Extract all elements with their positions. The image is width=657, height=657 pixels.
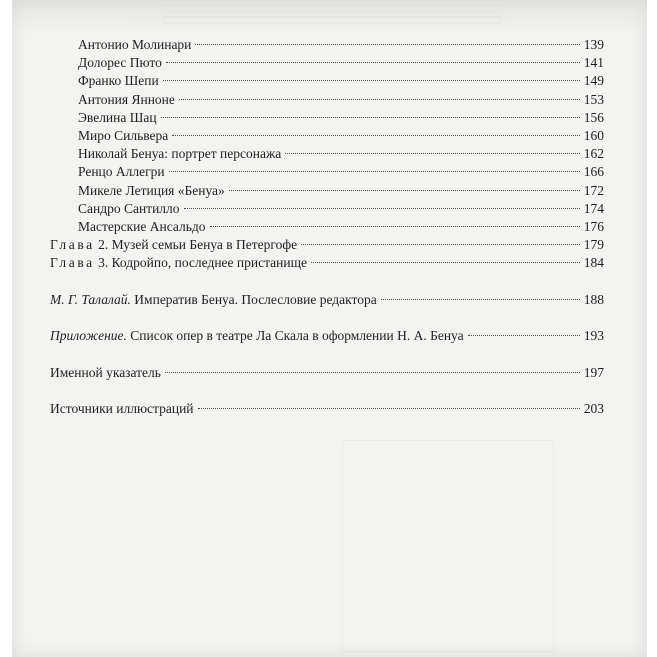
toc-afterword — [50, 291, 604, 309]
toc-entry — [78, 145, 604, 163]
leader-dots — [179, 99, 580, 100]
toc-entry — [78, 54, 604, 72]
toc-entry-page: 149 — [583, 73, 604, 88]
toc-entry-label: Именной указатель — [50, 365, 161, 380]
toc-entry-label: Мастерские Ансальдо — [78, 219, 206, 234]
toc-entry-label: Ренцо Аллегри — [78, 164, 165, 179]
toc-entry-page: 193 — [583, 328, 604, 343]
toc-sources — [50, 400, 604, 418]
toc-entry-page: 162 — [583, 146, 604, 161]
leader-dots — [172, 135, 579, 136]
toc-entry — [78, 200, 604, 218]
toc-entry — [78, 218, 604, 236]
toc-entry — [78, 91, 604, 109]
leader-dots — [166, 62, 580, 63]
afterword-author: М. Г. Талалай. — [50, 292, 131, 307]
afterword-title: Императив Бенуа. Послесловие редактора — [130, 292, 377, 307]
toc-entry — [78, 109, 604, 127]
toc-entry-label: Микеле Летиция «Бенуа» — [78, 183, 225, 198]
toc-entry — [78, 127, 604, 145]
leader-dots — [163, 80, 580, 81]
toc-entry-page: 203 — [583, 401, 604, 416]
leader-dots — [184, 208, 580, 209]
toc-entry-label: Николай Бенуа: портрет персонажа — [78, 146, 282, 161]
toc-entry-page: 139 — [583, 37, 604, 52]
toc-entry-page: 156 — [583, 110, 604, 125]
leader-dots — [381, 299, 580, 300]
chapter-title: 2. Музей семьи Бенуа в Петергофе — [94, 237, 298, 252]
toc-entry-label: Эвелина Шац — [78, 110, 157, 125]
leader-dots — [210, 226, 580, 227]
toc-entry-label: Антония Янноне — [78, 92, 175, 107]
show-through-image — [342, 440, 554, 652]
appendix-title: Список опер в театре Ла Скала в оформлении Н. А. Бенуа — [126, 328, 464, 343]
chapter-prefix: Глава — [50, 237, 95, 252]
toc-entry — [78, 182, 604, 200]
chapter-prefix: Глава — [50, 255, 95, 270]
toc-entry-label: Долорес Пюто — [78, 55, 162, 70]
toc-entry-label — [50, 291, 377, 309]
toc-entry — [78, 36, 604, 54]
leader-dots — [198, 408, 580, 409]
show-through-text — [12, 0, 647, 34]
toc-index — [50, 364, 604, 382]
toc-entry-page: 160 — [583, 128, 604, 143]
toc-entry — [78, 163, 604, 181]
toc-entry-page: 172 — [583, 183, 604, 198]
toc-entry-label: Сандро Сантилло — [78, 201, 180, 216]
leader-dots — [468, 335, 580, 336]
toc-entry-page: 184 — [583, 255, 604, 270]
appendix-prefix: Приложение. — [50, 328, 127, 343]
toc-entry-label: Франко Шепи — [78, 73, 159, 88]
toc-entry-label — [50, 236, 297, 254]
toc-entry-page: 141 — [583, 55, 604, 70]
leader-dots — [195, 44, 579, 45]
toc-entry-label: Источники иллюстраций — [50, 401, 194, 416]
toc-appendix — [50, 327, 604, 345]
toc-entry-page: 176 — [583, 219, 604, 234]
toc-entry-label: Миро Сильвера — [78, 128, 169, 143]
toc-entry-page: 153 — [583, 92, 604, 107]
book-page — [12, 0, 647, 657]
toc-entry-page: 179 — [583, 237, 604, 252]
leader-dots — [311, 262, 580, 263]
leader-dots — [285, 153, 579, 154]
leader-dots — [165, 372, 580, 373]
leader-dots — [229, 190, 580, 191]
toc-chapter-3 — [50, 254, 604, 272]
toc-entry-page: 197 — [583, 365, 604, 380]
toc-chapter-2 — [50, 236, 604, 254]
leader-dots — [161, 117, 580, 118]
toc-entry-label — [50, 254, 307, 272]
toc-entry-page: 174 — [583, 201, 604, 216]
toc-entry-page: 166 — [583, 164, 604, 179]
leader-dots — [301, 244, 580, 245]
toc-entry-label — [50, 327, 464, 345]
leader-dots — [169, 171, 580, 172]
chapter-title: 3. Кодройпо, последнее пристанище — [94, 255, 307, 270]
toc-entry — [78, 72, 604, 90]
toc-entry-label: Антонио Молинари — [78, 37, 192, 52]
toc-entry-page: 188 — [583, 292, 604, 307]
